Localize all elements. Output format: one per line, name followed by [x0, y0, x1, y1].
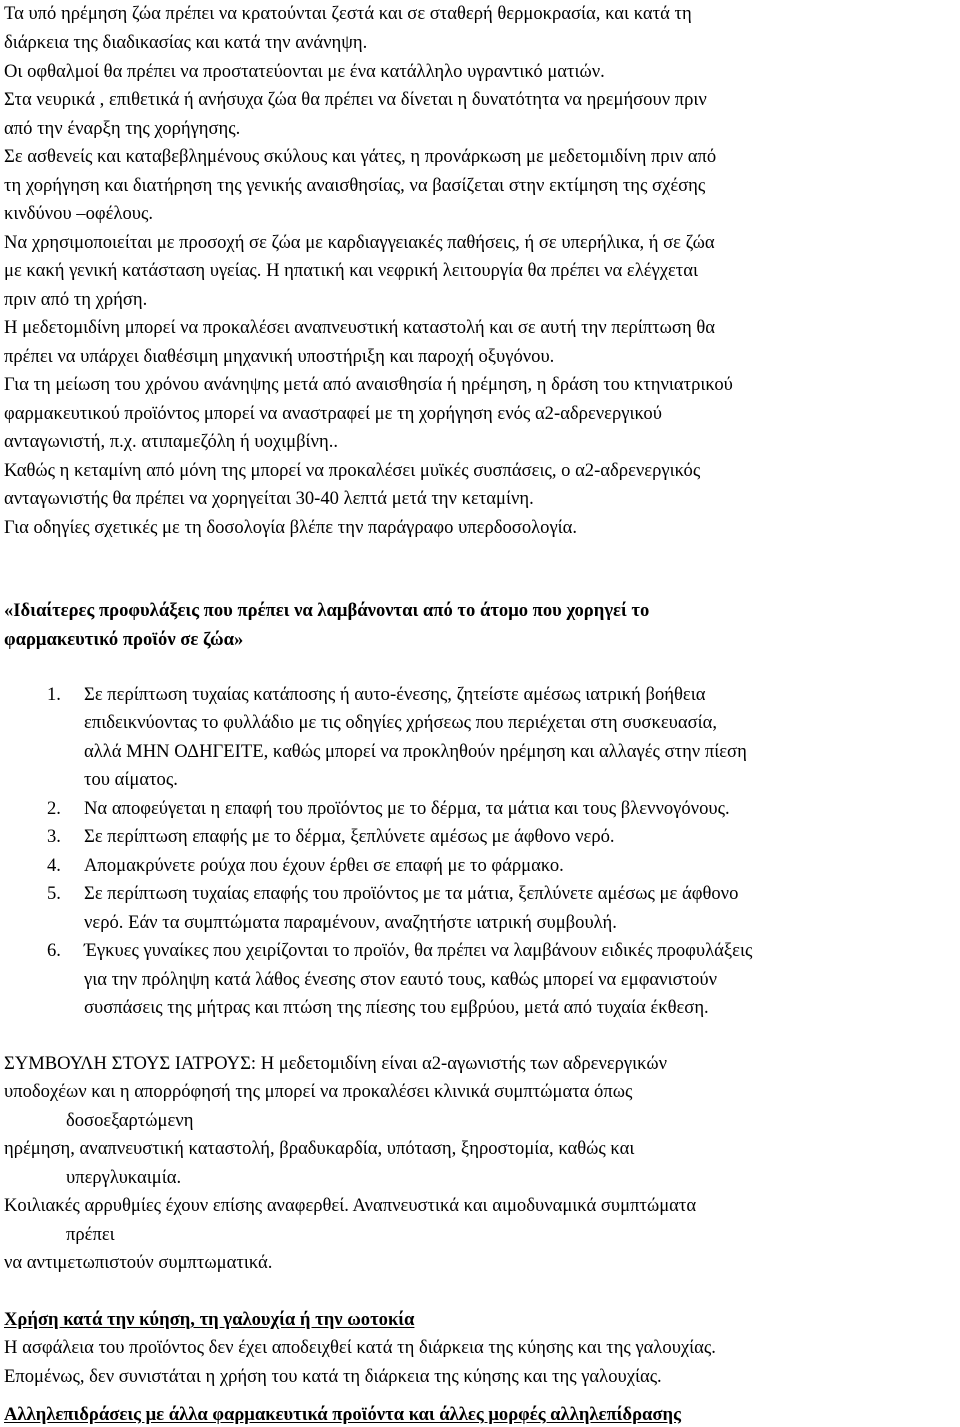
- text-line: Για τη μείωση του χρόνου ανάνηψης μετά από αναισθησία ή ηρέμηση, η δράση του κτηνιατρικού: [4, 374, 733, 395]
- advice-line: Κοιλιακές αρρυθμίες έχουν επίσης αναφερθεί. Αναπνευστικά και αιμοδυναμικά συμπτώματα: [4, 1195, 697, 1216]
- list-number: 6.: [47, 940, 61, 961]
- text-line: τη χορήγηση και διατήρηση της γενικής αναισθησίας, να βασίζεται στην εκτίμηση της σχέσης: [4, 175, 706, 196]
- text-line: ανταγωνιστή, π.χ. ατιπαμεζόλη ή υοχιμβίνη..: [4, 431, 338, 452]
- text-line: Σε ασθενείς και καταβεβλημένους σκύλους και γάτες, η προνάρκωση με μεδετομιδίνη πριν από: [4, 146, 717, 167]
- text-line: πρέπει να υπάρχει διαθέσιμη μηχανική υποστήριξη και παροχή οξυγόνου.: [4, 346, 555, 367]
- list-item-line: για την πρόληψη κατά λάθος ένεσης στον εαυτό τους, καθώς μπορεί να εμφανιστούν: [84, 969, 717, 990]
- section-heading: φαρμακευτικό προϊόν σε ζώα»: [4, 629, 244, 650]
- text-line: από την έναρξη της χορήγησης.: [4, 118, 241, 139]
- text-line: Για οδηγίες σχετικές με τη δοσολογία βλέπε την παράγραφο υπερδοσολογία.: [4, 517, 578, 538]
- advice-line: να αντιμετωπιστούν συμπτωματικά.: [4, 1252, 273, 1273]
- list-number: 2.: [47, 798, 61, 819]
- list-number: 3.: [47, 826, 61, 847]
- list-item-line: Έγκυες γυναίκες που χειρίζονται το προϊόν, θα πρέπει να λαμβάνουν ειδικές προφυλάξεις: [84, 940, 753, 961]
- text-line: Στα νευρικά , επιθετικά ή ανήσυχα ζώα θα πρέπει να δίνεται η δυνατότητα να ηρεμήσουν πριν: [4, 89, 707, 110]
- text-line: φαρμακευτικού προϊόντος μπορεί να αναστραφεί με τη χορήγηση ενός α2-αδρενεργικού: [4, 403, 662, 424]
- advice-line: πρέπει: [66, 1224, 115, 1245]
- text-line: ανταγωνιστής θα πρέπει να χορηγείται 30-40 λεπτά μετά την κεταμίνη.: [4, 488, 534, 509]
- advice-line: ηρέμηση, αναπνευστική καταστολή, βραδυκαρδία, υπόταση, ξηροστομία, καθώς και: [4, 1138, 635, 1159]
- list-item-line: Σε περίπτωση επαφής με το δέρμα, ξεπλύνετε αμέσως με άφθονο νερό.: [84, 826, 615, 847]
- list-number: 1.: [47, 684, 61, 705]
- list-item-line: Σε περίπτωση τυχαίας επαφής του προϊόντος με τα μάτια, ξεπλύνετε αμέσως με άφθονο: [84, 883, 739, 904]
- text-line: Τα υπό ηρέμηση ζώα πρέπει να κρατούνται ζεστά και σε σταθερή θερμοκρασία, και κατά τη: [4, 3, 692, 24]
- text-line: με κακή γενική κατάσταση υγείας. Η ηπατική και νεφρική λειτουργία θα πρέπει να ελέγχεται: [4, 260, 699, 281]
- advice-line: ΣΥΜΒΟΥΛΗ ΣΤΟΥΣ ΙΑΤΡΟΥΣ: Η μεδετομιδίνη είναι α2-αγωνιστής των αδρενεργικών: [4, 1053, 668, 1074]
- pregnancy-heading: Χρήση κατά την κύηση, τη γαλουχία ή την ωοτοκία: [4, 1309, 415, 1330]
- section-heading: «Ιδιαίτερες προφυλάξεις που πρέπει να λαμβάνονται από το άτομο που χορηγεί το: [4, 600, 650, 621]
- text-line: Καθώς η κεταμίνη από μόνη της μπορεί να προκαλέσει μυϊκές συσπάσεις, ο α2-αδρενεργικός: [4, 460, 701, 481]
- list-item-line: Σε περίπτωση τυχαίας κατάποσης ή αυτο-ένεσης, ζητείστε αμέσως ιατρική βοήθεια: [84, 684, 706, 705]
- list-item-line: συσπάσεις της μήτρας και πτώση της πίεσης του εμβρύου, μετά από τυχαία έκθεση.: [84, 997, 709, 1018]
- list-item-line: αλλά ΜΗΝ ΟΔΗΓΕΙΤΕ, καθώς μπορεί να προκληθούν ηρέμηση και αλλαγές στην πίεση: [84, 741, 747, 762]
- advice-line: υποδοχέων και η απορρόφησή της μπορεί να προκαλέσει κλινικά συμπτώματα όπως: [4, 1081, 633, 1102]
- text-line: διάρκεια της διαδικασίας και κατά την ανάνηψη.: [4, 32, 368, 53]
- text-line: Οι οφθαλμοί θα πρέπει να προστατεύονται με ένα κατάλληλο υγραντικό ματιών.: [4, 61, 605, 82]
- list-item-line: Απομακρύνετε ρούχα που έχουν έρθει σε επαφή με το φάρμακο.: [84, 855, 564, 876]
- text-line: κινδύνου –οφέλους.: [4, 203, 153, 224]
- text-line: Να χρησιμοποιείται με προσοχή σε ζώα με καρδιαγγειακές παθήσεις, ή σε υπερήλικα, ή σε ζώα: [4, 232, 715, 253]
- text-line: Η ασφάλεια του προϊόντος δεν έχει αποδειχθεί κατά τη διάρκεια της κύησης και της γαλουχίας.: [4, 1337, 716, 1358]
- list-number: 4.: [47, 855, 61, 876]
- advice-line: δοσοεξαρτώμενη: [66, 1110, 194, 1131]
- advice-line: υπεργλυκαιμία.: [66, 1167, 182, 1188]
- text-line: Η μεδετομιδίνη μπορεί να προκαλέσει αναπνευστική καταστολή και σε αυτή την περίπτωση θα: [4, 317, 715, 338]
- list-item-line: του αίματος.: [84, 769, 178, 790]
- text-line: Επομένως, δεν συνιστάται η χρήση του κατά τη διάρκεια της κύησης και της γαλουχίας.: [4, 1366, 662, 1387]
- list-item-line: Να αποφεύγεται η επαφή του προϊόντος με το δέρμα, τα μάτια και τους βλεννογόνους.: [84, 798, 730, 819]
- list-number: 5.: [47, 883, 61, 904]
- list-item-line: επιδεικνύοντας το φυλλάδιο με τις οδηγίες χρήσεως που περιέχεται στη συσκευασία,: [84, 712, 717, 733]
- interactions-heading: Αλληλεπιδράσεις με άλλα φαρμακευτικά προϊόντα και άλλες μορφές αλληλεπίδρασης: [4, 1404, 681, 1425]
- text-line: πριν από τη χρήση.: [4, 289, 148, 310]
- list-item-line: νερό. Εάν τα συμπτώματα παραμένουν, αναζητήστε ιατρική συμβουλή.: [84, 912, 617, 933]
